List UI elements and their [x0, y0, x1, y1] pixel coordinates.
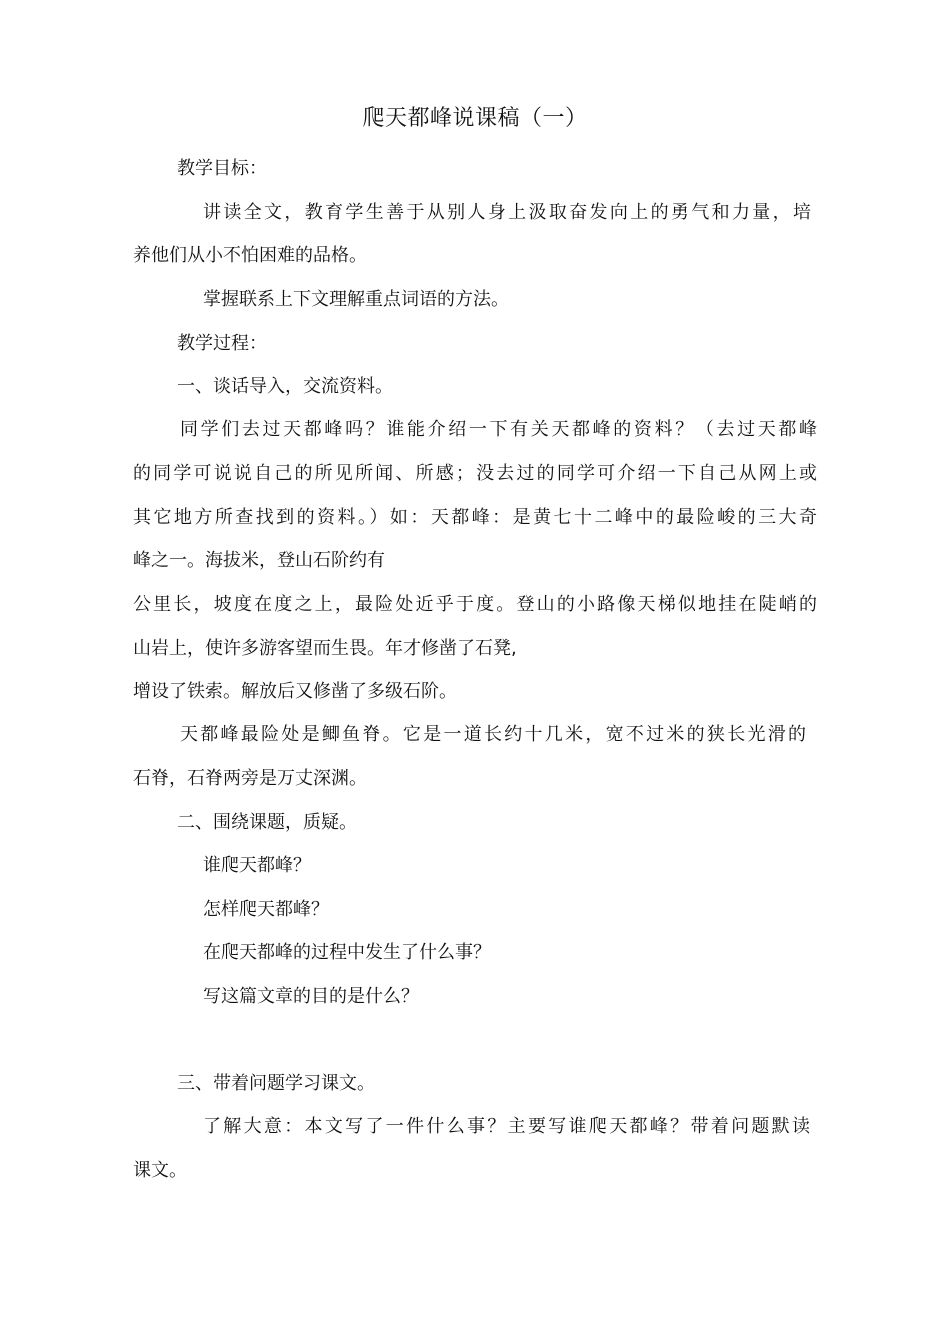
paragraph-line: 增设了铁索。解放后又修凿了多级石阶。 [133, 681, 457, 702]
paragraph-line: 了解大意：本文写了一件什么事？主要写谁爬天都峰？带着问题默读 [203, 1116, 810, 1137]
section-heading-teaching-process: 教学过程： [177, 333, 267, 354]
paragraph-line: 天都峰最险处是鲫鱼脊。它是一道长约十几米，宽不过米的狭长光滑的 [180, 724, 806, 745]
paragraph-line: 课文。 [133, 1160, 187, 1181]
question-item: 谁爬天都峰？ [203, 855, 311, 876]
paragraph-line: 讲读全文，教育学生善于从别人身上汲取奋发向上的勇气和力量，培 [203, 202, 811, 223]
section-heading-1: 一、谈话导入，交流资料。 [177, 376, 393, 397]
question-item: 写这篇文章的目的是什么？ [203, 986, 419, 1007]
paragraph-line: 山岩上，使许多游客望而生畏。年才修凿了石凳, [133, 638, 517, 659]
paragraph-line: 峰之一。海拔米，登山石阶约有 [133, 550, 385, 571]
document-title: 爬天都峰说课稿（一） [362, 106, 588, 131]
paragraph-line: 其它地方所查找到的资料。）如：天都峰：是黄七十二峰中的最险峻的三大奇 [133, 507, 817, 528]
question-item: 在爬天都峰的过程中发生了什么事？ [203, 942, 491, 963]
section-heading-3: 三、带着问题学习课文。 [177, 1073, 375, 1094]
paragraph-line: 掌握联系上下文理解重点词语的方法。 [203, 289, 509, 310]
paragraph-line: 石脊，石脊两旁是万丈深渊。 [133, 768, 367, 789]
paragraph-line: 的同学可说说自己的所见所闻、所感；没去过的同学可介绍一下自己从网上或 [133, 463, 817, 484]
paragraph-line: 同学们去过天都峰吗？谁能介绍一下有关天都峰的资料？（去过天都峰 [180, 419, 817, 440]
section-heading-teaching-goals: 教学目标： [177, 158, 267, 179]
section-heading-2: 二、围绕课题，质疑。 [177, 812, 357, 833]
question-item: 怎样爬天都峰？ [203, 899, 329, 920]
paragraph-line: 公里长，坡度在度之上，最险处近乎于度。登山的小路像天梯似地挂在陡峭的 [133, 594, 817, 615]
paragraph-line: 养他们从小不怕困难的品格。 [133, 245, 367, 266]
